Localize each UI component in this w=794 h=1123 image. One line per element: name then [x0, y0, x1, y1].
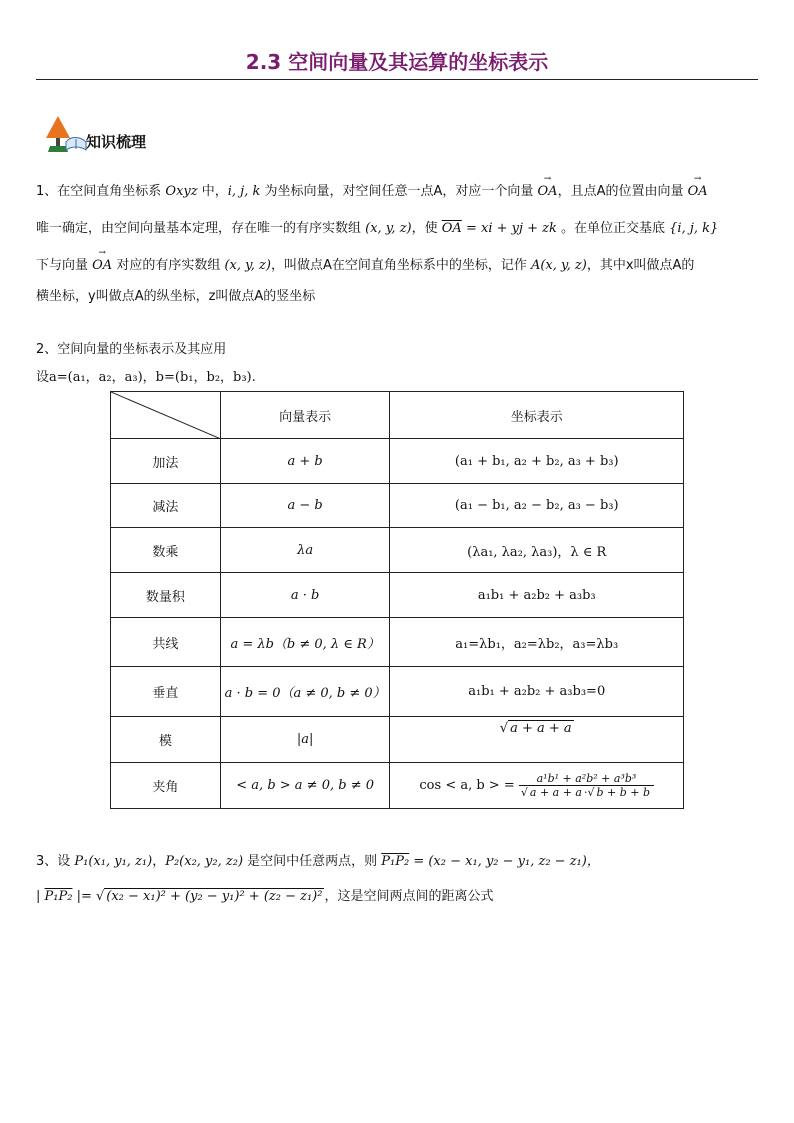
p1-line-1: 1、在空间直角坐标系 Oxyz 中，i, j, k 为坐标向量，对空间任意一点A，对应一个向量 OA →，且点A的位置由向量 OA →	[36, 180, 708, 199]
header-vector: 向量表示	[220, 392, 390, 439]
p1-line-2: 唯一确定，由空间向量基本定理，存在唯一的有序实数组 (x, y, z)，使 $\overline{OA}$ = xi + yj + zk 。在单位正交基底 {i, j, k}	[36, 221, 719, 236]
row-name: 数乘	[111, 528, 221, 573]
row-vector: a = λb（b ≠ 0, λ ∈ R）	[220, 618, 390, 667]
row-vector: < a, b > a ≠ 0, b ≠ 0	[220, 763, 390, 809]
p3-line-1: 3、设 P₁(x₁, y₁, z₁)，P₂(x₂, y₂, z₂) 是空间中任意两点，则 P₁P₂ = (x₂ − x₁, y₂ − y₁, z₂ − z₁)，	[36, 854, 600, 869]
row-vector: |a|	[220, 717, 390, 763]
row-name: 加法	[111, 439, 221, 484]
table-row	[111, 573, 684, 618]
table-row	[111, 763, 684, 809]
row-coord: a₁=λb₁，a₂=λb₂，a₃=λb₃	[390, 618, 684, 667]
row-name: 垂直	[111, 667, 221, 717]
header-diagonal-cell	[111, 392, 221, 439]
angle-prefix: cos < a, b > =	[419, 778, 515, 793]
row-coord: (a₁ − b₁, a₂ − b₂, a₃ − b₃)	[390, 484, 684, 528]
page-title: 2.3 空间向量及其运算的坐标表示	[245, 50, 549, 74]
row-coord	[390, 717, 684, 763]
table-row	[111, 484, 684, 528]
title-divider	[36, 79, 758, 80]
row-coord: (a₁ + b₁, a₂ + b₂, a₃ + b₃)	[390, 439, 684, 484]
p1-line-4: 横坐标，y叫做点A的纵坐标，z叫做点A的竖坐标	[36, 289, 316, 304]
row-vector: a + b	[220, 439, 390, 484]
table-row	[111, 717, 684, 763]
coordinate-table	[110, 391, 684, 809]
section-badge-label: 知识梳理	[86, 133, 147, 151]
row-coord: (λa₁, λa₂, λa₃)，λ ∈ R	[390, 528, 684, 573]
row-coord: a₁b₁ + a₂b₂ + a₃b₃	[390, 573, 684, 618]
row-name: 共线	[111, 618, 221, 667]
p1-line-3: 下与向量 OA → 对应的有序实数组 (x, y, z)，叫做点A在空间直角坐标系中的坐标，记作 A(x, y, z)，其中x叫做点A的	[36, 254, 694, 273]
row-vector: a · b	[220, 573, 390, 618]
table-row	[111, 439, 684, 484]
row-vector: λa	[220, 528, 390, 573]
table-row	[111, 528, 684, 573]
row-coord: a₁b₁ + a₂b₂ + a₃b₃=0	[390, 667, 684, 717]
row-coord	[390, 763, 684, 809]
p3-line-2: | P₁P₂ |= √ (x₂ − x₁)² + (y₂ − y₁)² + (z₂ − z₁)² ，这是空间两点间的距离公式	[36, 889, 494, 904]
row-name: 数量积	[111, 573, 221, 618]
header-coord: 坐标表示	[390, 392, 684, 439]
table-header-row	[111, 392, 684, 439]
diagonal-line	[111, 392, 221, 439]
row-vector: a · b = 0（a ≠ 0, b ≠ 0）	[220, 667, 390, 717]
modulus-sqrt: √ a + a + a	[499, 721, 572, 736]
row-name: 模	[111, 717, 221, 763]
p2-setup: 设a=(a₁，a₂，a₃)，b=(b₁，b₂，b₃).	[36, 370, 256, 385]
p2-heading: 2、空间向量的坐标表示及其应用	[36, 342, 227, 357]
table-row	[111, 667, 684, 717]
row-name: 减法	[111, 484, 221, 528]
row-name: 夹角	[111, 763, 221, 809]
table-row	[111, 618, 684, 667]
row-vector: a − b	[220, 484, 390, 528]
angle-fraction: $\frac{\text{a¹b¹ + a²b² + a³b³}}{√ a + a + a \cdot√ b + b + b}$	[519, 772, 654, 799]
